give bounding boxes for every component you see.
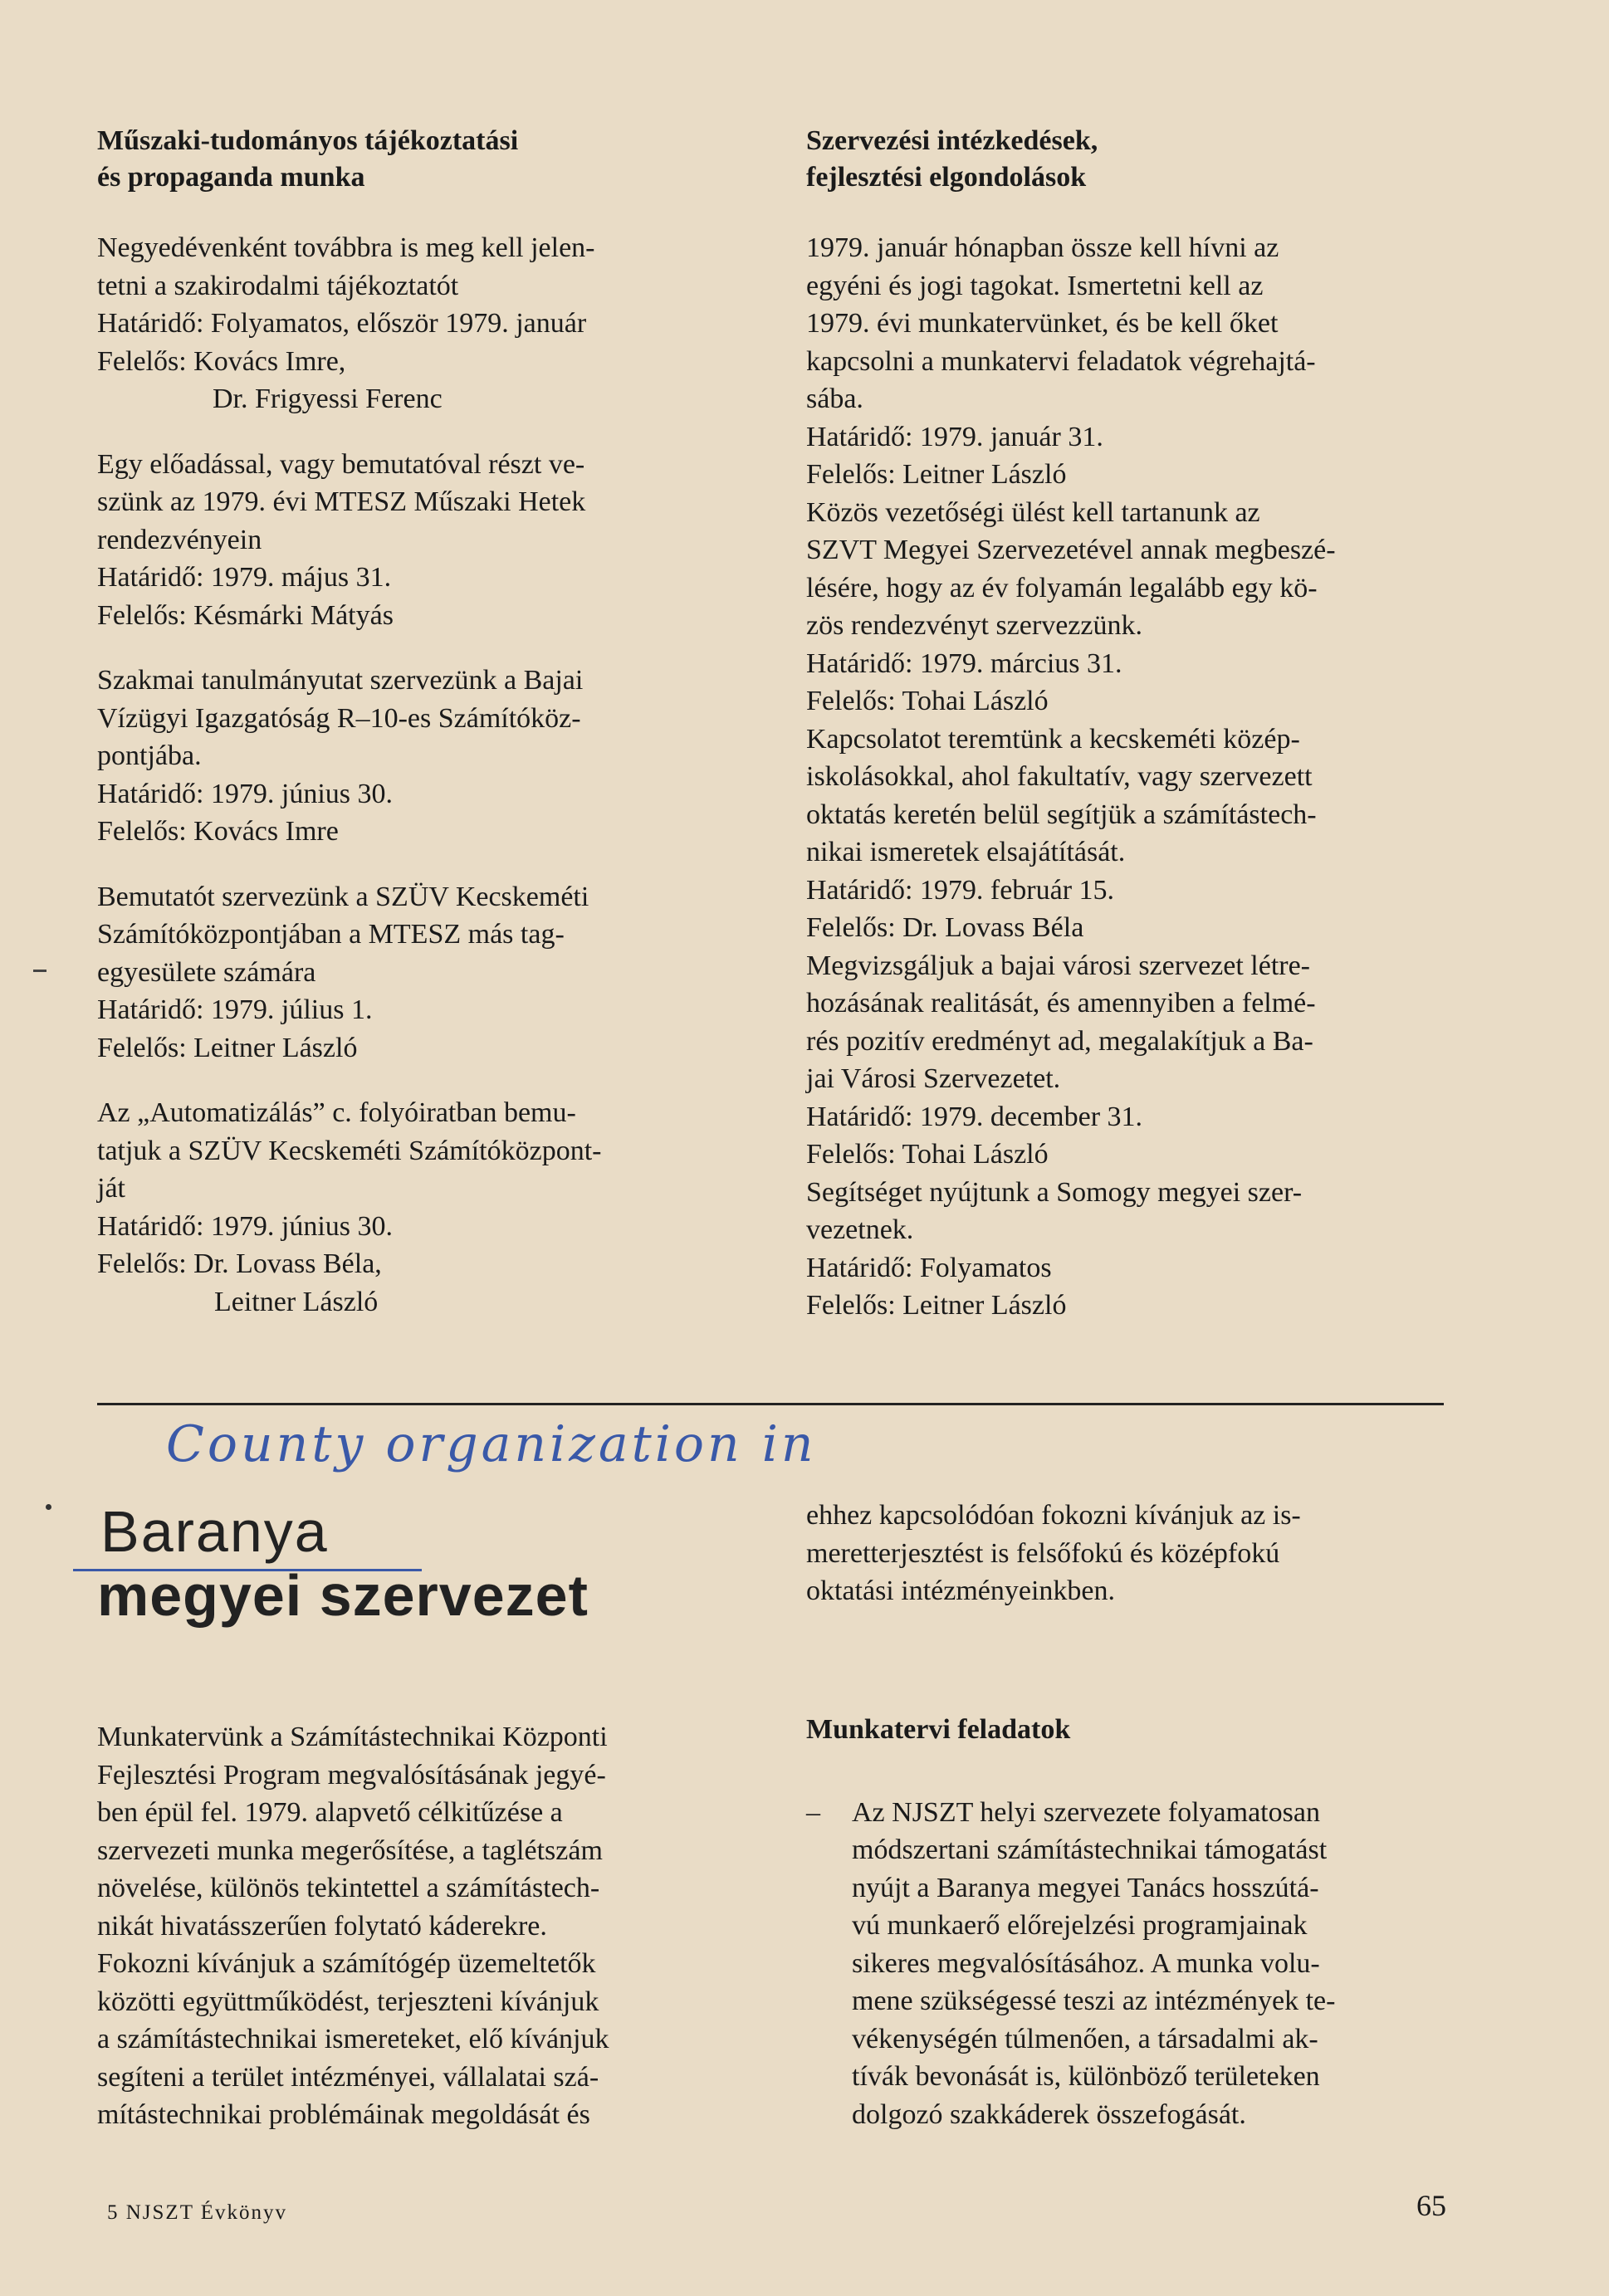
text-line: Határidő: 1979. február 15. [806, 874, 1115, 906]
text-line: Leitner László [214, 1286, 379, 1317]
text-line: szervezeti munka megerősítése, a taglétszám [97, 1834, 603, 1866]
text-line: egyesülete számára [97, 956, 316, 988]
text-line: segíteni a terület intézményei, vállalatai szá- [97, 2061, 599, 2093]
text-line: oktatás keretén belül segítjük a számítástech- [806, 799, 1317, 830]
text-line: sikeres megvalósításához. A munka volu- [852, 1947, 1320, 1979]
heading-line: Műszaki-tudományos tájékoztatási [97, 125, 519, 156]
text-block [97, 229, 736, 418]
text-line: Felelős: Késmárki Mátyás [97, 599, 394, 631]
text-block [97, 662, 736, 851]
page-number: 65 [1416, 2189, 1446, 2222]
text-line: nikát hivatásszerűen folytató káderekre. [97, 1910, 547, 1942]
text-line: Határidő: 1979. június 30. [97, 778, 394, 809]
text-line: Felelős: Dr. Lovass Béla, [97, 1248, 382, 1279]
text-line: közötti együttműködést, terjeszteni kívánjuk [97, 1986, 599, 2017]
text-line: tetni a szakirodalmi tájékoztatót [97, 270, 459, 301]
text-line: Határidő: 1979. január 31. [806, 421, 1103, 452]
right-top-column [806, 123, 1442, 1325]
text-line: hozásának realitását, és amennyiben a felmé- [806, 988, 1316, 1019]
text-line: sába. [806, 383, 863, 414]
text-line: lésére, hogy az év folyamán legalább egy kö- [806, 572, 1318, 603]
section-title-line1: Baranya [100, 1499, 329, 1564]
text-line: nyújt a Baranya megyei Tanács hosszútá- [852, 1872, 1319, 1903]
text-line: Határidő: Folyamatos [806, 1252, 1052, 1283]
handwritten-annotation: County organization in [166, 1415, 817, 1473]
text-line: Fejlesztési Program megvalósításának jegyé- [97, 1759, 606, 1790]
text-line: Felelős: Dr. Lovass Béla [806, 912, 1084, 943]
text-line: Számítóközpontjában a MTESZ más tag- [97, 919, 565, 950]
text-line: Felelős: Leitner László [97, 1032, 358, 1063]
text-line: Felelős: Tohai László [806, 686, 1049, 716]
text-line: Határidő: Folyamatos, először 1979. január [97, 308, 587, 339]
text-line: oktatási intézményeinkben. [806, 1575, 1115, 1606]
text-line: jai Városi Szervezetet. [806, 1063, 1061, 1094]
text-line: Felelős: Tohai László [806, 1139, 1049, 1170]
text-line: Szakmai tanulmányutat szervezünk a Bajai [97, 665, 584, 696]
left-top-heading [97, 123, 736, 196]
intro-text [806, 1497, 1442, 1610]
text-line: Megvizsgáljuk a bajai városi szervezet létre- [806, 950, 1311, 981]
text-block [97, 446, 736, 635]
list-item-text [852, 1794, 1442, 2134]
text-line: 1979. évi munkatervünket, és be kell őket [806, 308, 1279, 339]
subsection-heading: Munkatervi feladatok [806, 1713, 1071, 1745]
heading-line: Szervezési intézkedések, [806, 125, 1098, 156]
text-line: Az „Automatizálás” c. folyóiratban bemu- [97, 1097, 576, 1128]
heading-line: fejlesztési elgondolások [806, 162, 1087, 193]
text-line: ját [97, 1173, 125, 1204]
text-line: ehhez kapcsolódóan fokozni kívánjuk az is- [806, 1500, 1301, 1531]
text-line: Kapcsolatot teremtünk a kecskeméti közép- [806, 723, 1300, 755]
text-line: nikai ismeretek elsajátítását. [806, 837, 1126, 867]
text-line: SZVT Megyei Szervezetével annak megbeszé- [806, 535, 1336, 565]
left-top-column [97, 123, 736, 1348]
text-line: Határidő: 1979. május 31. [97, 562, 392, 593]
text-line: vezetnek. [806, 1214, 914, 1245]
text-line: Az NJSZT helyi szervezete folyamatosan [852, 1796, 1320, 1828]
text-line: növelése, különös tekintettel a számítástech- [97, 1873, 600, 1903]
text-line: Egy előadással, vagy bemutatóval részt ve- [97, 448, 585, 480]
text-line: 1979. január hónapban össze kell hívni az [806, 232, 1279, 263]
text-line: Határidő: 1979. március 31. [806, 647, 1122, 679]
footer-publication: 5 NJSZT Évkönyv [107, 2201, 288, 2224]
text-line: Határidő: 1979. július 1. [97, 994, 373, 1025]
text-line: kapcsolni a munkatervi feladatok végrehajtá- [806, 345, 1316, 377]
list-dash: – [806, 1796, 820, 1828]
right-bottom-column [806, 1497, 1442, 2133]
text-line: Dr. Frigyessi Ferenc [213, 383, 443, 414]
text-line: ben épül fel. 1979. alapvető célkitűzése a [97, 1797, 563, 1828]
text-line: tatjuk a SZÜV Kecskeméti Számítóközpont- [97, 1135, 602, 1166]
text-line: a számítástechnikai ismereteket, elő kívánjuk [97, 2024, 609, 2054]
text-line: mene szükségessé teszi az intézmények te- [852, 1986, 1336, 2016]
text-line: vékenységén túlmenően, a társadalmi ak- [852, 2023, 1318, 2054]
left-bottom-column [97, 1718, 736, 2134]
text-line: Felelős: Kovács Imre, [97, 345, 346, 377]
text-line: Közös vezetőségi ülést kell tartanunk az [806, 496, 1260, 528]
text-block [97, 878, 736, 1067]
text-line: tívák bevonását is, különböző területeken [852, 2061, 1320, 2092]
text-line: vú munkaerő előrejelzési programjainak [852, 1910, 1308, 1941]
right-top-heading [806, 123, 1442, 196]
text-block [97, 1094, 736, 1321]
margin-mark [33, 970, 46, 972]
text-line: zös rendezvényt szervezzünk. [806, 610, 1142, 641]
text-line: dolgozó szakkáderek összefogását. [852, 2098, 1246, 2130]
text-line: egyéni és jogi tagokat. Ismertetni kell az [806, 270, 1264, 301]
margin-dot [46, 1504, 51, 1510]
text-line: Fokozni kívánjuk a számítógép üzemeltetők [97, 1948, 596, 1979]
section-divider [97, 1403, 1444, 1405]
text-line: iskolásokkal, ahol fakultatív, vagy szervezett [806, 761, 1313, 792]
text-line: rendezvényein [97, 524, 262, 555]
text-line: Felelős: Leitner László [806, 459, 1067, 490]
text-line: Negyedévenként továbbra is meg kell jelen- [97, 232, 595, 263]
text-line: Bemutatót szervezünk a SZÜV Kecskeméti [97, 881, 589, 912]
text-line: meretterjesztést is felsőfokú és középfokú [806, 1537, 1280, 1569]
text-line: Munkatervünk a Számítástechnikai Központi [97, 1722, 608, 1752]
text-line: Felelős: Kovács Imre [97, 816, 339, 847]
list-item [806, 1794, 1442, 2134]
text-line: módszertani számítástechnikai támogatást [852, 1834, 1328, 1865]
text-line: Határidő: 1979. december 31. [806, 1101, 1143, 1132]
section-title-line2: megyei szervezet [97, 1563, 589, 1628]
text-line: mítástechnikai problémáinak megoldását és [97, 2099, 590, 2130]
text-line: pontjába. [97, 740, 202, 771]
text-line: Segítséget nyújtunk a Somogy megyei szer- [806, 1176, 1303, 1208]
text-line: rés pozitív eredményt ad, megalakítjuk a Ba- [806, 1025, 1313, 1057]
right-top-text [806, 229, 1442, 1325]
text-line: Határidő: 1979. június 30. [97, 1210, 394, 1242]
text-line: Felelős: Leitner László [806, 1290, 1067, 1321]
text-line: szünk az 1979. évi MTESZ Műszaki Hetek [97, 486, 586, 517]
text-line: Vízügyi Igazgatóság R–10-es Számítóköz- [97, 702, 581, 734]
heading-line: és propaganda munka [97, 162, 365, 193]
